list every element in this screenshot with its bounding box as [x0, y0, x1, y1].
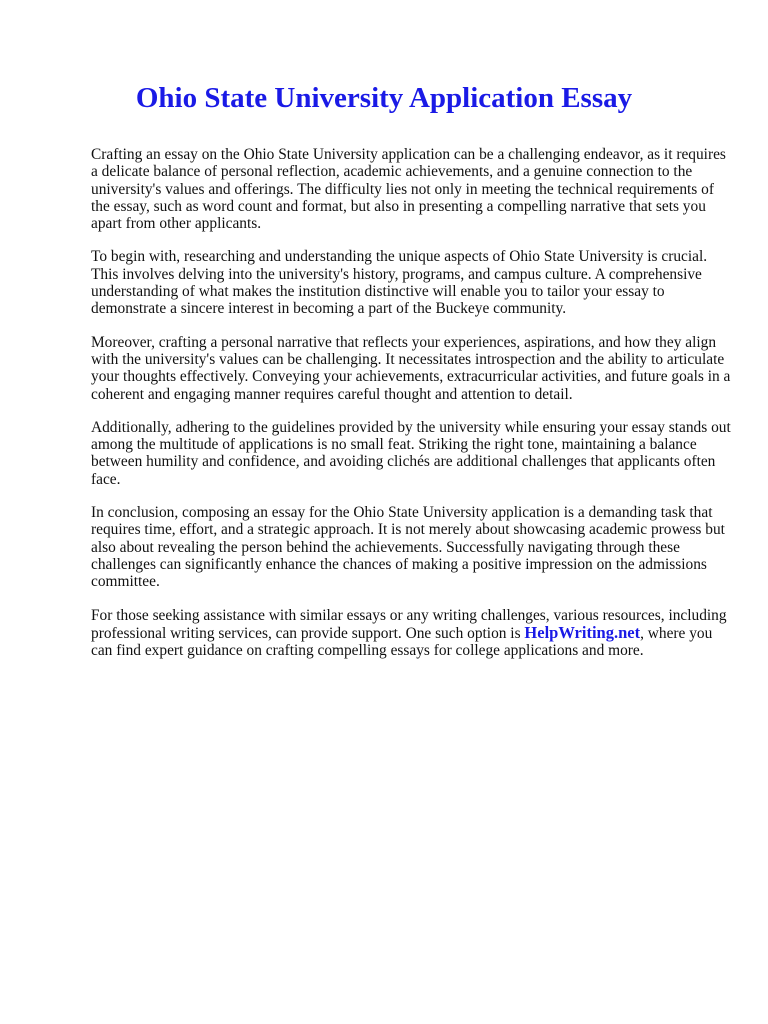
assistance-text-before-link: For those seeking assistance with similar essays or any writing challenges, various resources, including professional writing services, can provide support. One such option is	[91, 606, 727, 642]
paragraph-research: To begin with, researching and understanding the unique aspects of Ohio State University is crucial. This involves delving into the university's history, programs, and campus culture. A comprehensive understanding of what makes the institution distinctive will enable you to tailor your essay to demonstrate a sincere interest in becoming a part of the Buckeye community.	[91, 248, 708, 318]
paragraph-guidelines: Additionally, adhering to the guidelines provided by the university while ensuring your essay stands out among the multitude of applications is no small feat. Striking the right tone, maintaining a balance between humility and confidence, and avoiding clichés are additional challenges that applicants often face.	[91, 418, 731, 488]
paragraph-narrative: Moreover, crafting a personal narrative that reflects your experiences, aspirations, and how they align with the university's values can be challenging. It necessitates introspection and the ability to articulate your thoughts effectively. Conveying your achievements, extracurricular activities, and future goals in a coherent and engaging manner requires careful thought and attention to detail.	[91, 333, 731, 403]
paragraph-conclusion: In conclusion, composing an essay for the Ohio State University application is a demanding task that requires time, effort, and a strategic approach. It is not merely about showcasing academic prowess but also about revealing the person behind the achievements. Successfully navigating through these challenges can significantly enhance the chances of making a positive impression on the admissions committee.	[91, 504, 725, 591]
assistance-text-after-link: , where you can find expert guidance on crafting compelling essays for college applications and more.	[91, 624, 713, 660]
helpwriting-link[interactable]: HelpWriting.net	[524, 622, 641, 642]
document-body	[91, 146, 731, 675]
document-title: Ohio State University Application Essay	[135, 82, 633, 114]
paragraph-intro: Crafting an essay on the Ohio State University application can be a challenging endeavor, as it requires a delicate balance of personal reflection, academic achievements, and a genuine connection to the university's values and offerings. The difficulty lies not only in meeting the technical requirements of the essay, such as word count and format, but also in presenting a compelling narrative that sets you apart from other applicants.	[91, 146, 726, 233]
paragraph-assistance	[91, 607, 731, 660]
